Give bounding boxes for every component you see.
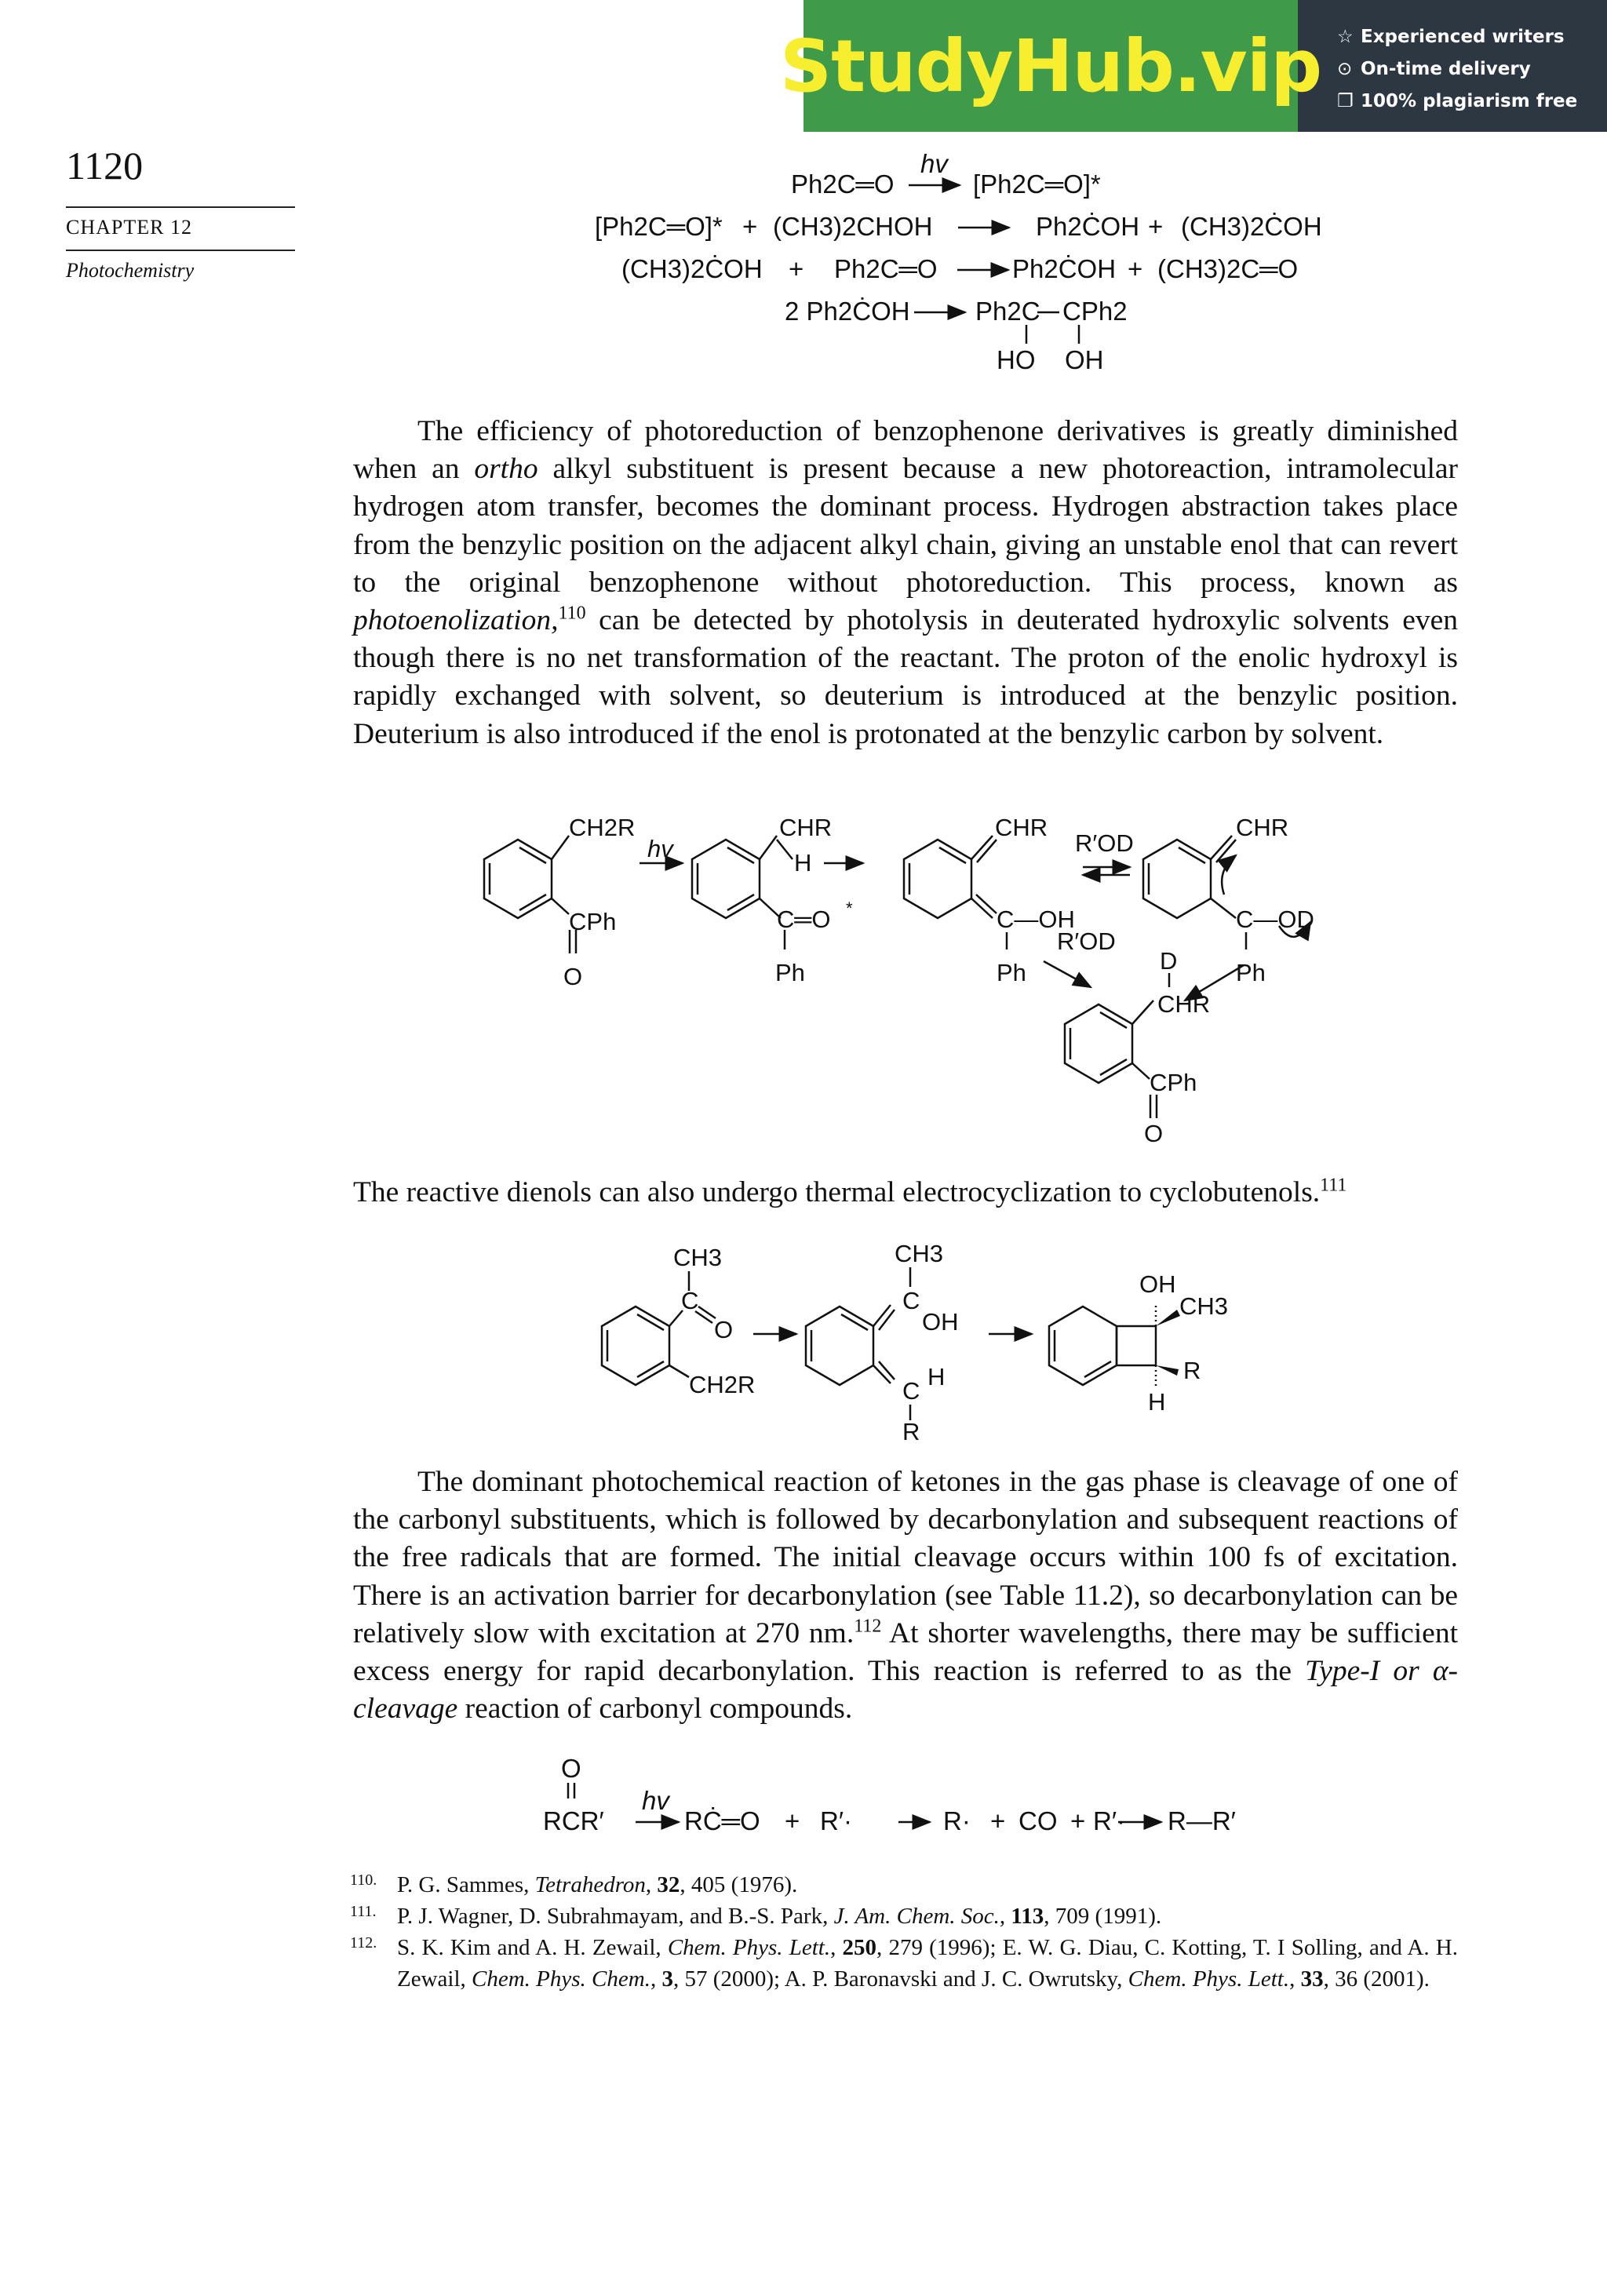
feature-writers (1337, 20, 1607, 53)
feature-label: On-time delivery (1361, 58, 1531, 79)
feature-label: 100% plagiarism free (1361, 90, 1578, 111)
eq3-product-1: Ph2ĊOH (1012, 254, 1117, 283)
text-span: , (650, 1966, 662, 1992)
volume: 250 (842, 1935, 877, 1960)
h-label: H (794, 849, 812, 876)
ch2r-label: CH2R (569, 814, 636, 841)
feature-delivery (1337, 53, 1607, 85)
c-label: C (902, 1377, 920, 1405)
text-span: P. G. Sammes, (397, 1872, 535, 1897)
text-span: , 709 (1991). (1044, 1904, 1162, 1929)
d-label: D (1160, 947, 1178, 975)
ketone-label: RCR′ (543, 1806, 604, 1835)
text-span: P. J. Wagner, D. Subrahmayam, and B.-S. Park, (397, 1904, 834, 1929)
paragraph-electrocyclization (353, 1174, 1458, 1212)
photoenolization-scheme (471, 808, 1334, 1146)
journal-name: Tetrahedron (534, 1872, 646, 1897)
rod-label: R′OD (1057, 928, 1116, 955)
reference-111[interactable]: 111 (1320, 1175, 1347, 1196)
oh-label: OH (1065, 345, 1104, 374)
volume: 3 (661, 1966, 673, 1992)
plus-sign: + (789, 254, 804, 283)
hv-label: hv (647, 835, 673, 862)
volume: 113 (1011, 1904, 1044, 1929)
term-photoenolization: photoenolization, (353, 604, 559, 637)
eq4-reactant: 2 Ph2ĊOH (785, 297, 910, 326)
enol-label: C—OH (997, 906, 1075, 933)
copy-icon: ❐ (1337, 90, 1354, 111)
margin-rule-middle (66, 250, 295, 251)
text-span: The reactive dienols can also undergo thermal electrocyclization to cyclobutenols. (353, 1176, 1321, 1208)
journal-name: Chem. Phys. Lett. (667, 1935, 831, 1960)
eq3-reactant: (CH3)2ĊOH (621, 254, 763, 283)
chr-label: CHR (779, 814, 833, 841)
eq3-product-2: (CH3)2C═O (1157, 254, 1299, 283)
c-label: C (902, 1287, 920, 1314)
ch2r-label: CH2R (689, 1371, 756, 1398)
h-label: H (1148, 1388, 1166, 1416)
feature-plagiarism (1337, 85, 1607, 117)
paragraph-type-i-cleavage (353, 1463, 1458, 1728)
ch3-label: CH3 (895, 1240, 944, 1267)
reference-110[interactable]: 110 (558, 603, 586, 624)
text-span: , (999, 1904, 1011, 1929)
page-number: 1120 (66, 144, 144, 188)
text-span: can be detected by photolysis in deuterated hydroxylic solvents even though there is no net transformation of the reactant. The proton of the enolic hydroxyl is rapidly exchanged with solvent, so deuterium is introduced at the benzylic position. Deuterium is also introduced if the enol is protonated at the benzylic carbon by solvent. (353, 604, 1458, 750)
journal-name: Chem. Phys. Chem. (472, 1966, 650, 1992)
o-label: O (1144, 1120, 1164, 1146)
benzene-ring (692, 840, 760, 918)
emphasis-ortho: ortho (474, 453, 538, 486)
text-span: , 279 (1996); E. W. G. Diau, C. Kotting, T. I Solling, and A. H. Zewail, (397, 1935, 1459, 1992)
plus-sign: + (1148, 212, 1164, 241)
oh-label: OH (922, 1308, 959, 1336)
footnote-110 (350, 1869, 1458, 1901)
text-span: , 57 (2000); A. P. Baronavski and J. C. Owrutsky, (672, 1966, 1128, 1992)
studyhub-logo[interactable] (779, 0, 1322, 132)
c-label: C (681, 1287, 699, 1314)
term-type-i-cleavage: Type-I or α-cleavage (353, 1655, 1458, 1726)
journal-name: J. Am. Chem. Soc. (833, 1904, 1000, 1929)
benzene-ring (602, 1307, 669, 1385)
text-span: The efficiency of photoreduction of benzophenone derivatives is greatly diminished when an (353, 415, 1458, 486)
acyl-radical-label: RĊ═O (684, 1806, 760, 1835)
o-label: O (561, 1754, 581, 1783)
photoreduction-scheme (581, 149, 1326, 384)
eq2-reagent: (CH3)2CHOH (773, 212, 933, 241)
electrocyclization-scheme (573, 1228, 1248, 1440)
plus-sign: + (785, 1806, 800, 1835)
alkyl-radical-label: R· (943, 1806, 971, 1835)
r-label: R (902, 1418, 920, 1440)
banner-features (1298, 0, 1607, 132)
benzene-ring (1049, 1307, 1117, 1385)
alkyl-radical-label: R′· (820, 1806, 853, 1835)
reference-112[interactable]: 112 (854, 1616, 882, 1637)
cyclohexadiene-ring (1143, 840, 1211, 918)
alkyl-radical-label: R′· (1093, 1806, 1126, 1835)
text-span: , 405 (1976). (680, 1872, 798, 1897)
text-span: At shorter wavelengths, there may be sufficient excess energy for rapid decarbonylation. This reaction is referred to as the (353, 1616, 1458, 1688)
clock-icon: ⊙ (1337, 58, 1353, 79)
h-label: H (927, 1363, 946, 1390)
eq3-reagent: Ph2C═O (834, 254, 938, 283)
plus-sign: + (1070, 1806, 1086, 1835)
cph-label: CPh (569, 908, 617, 935)
eq2-product-2: (CH3)2ĊOH (1181, 212, 1322, 241)
footnote-111 (350, 1901, 1458, 1932)
excited-star: * (846, 898, 853, 918)
plus-sign: + (990, 1806, 1006, 1835)
journal-name: Chem. Phys. Lett. (1128, 1966, 1290, 1992)
footnote-number: 112. (350, 1934, 377, 1952)
eq2-product-1: Ph2ĊOH (1036, 212, 1140, 241)
text-span: alkyl substituent is present because a new photoreaction, intramolecular hydrogen atom transfer, becomes the dominant process. Hydrogen abstraction takes place from the benzylic position on the adjacent alkyl chain, giving an unstable enol that can revert to the original benzophenone without photoreduction. This process, known as (353, 453, 1459, 599)
ph-label: Ph (997, 959, 1026, 986)
wedge-bond (1156, 1310, 1180, 1326)
plus-sign: + (1128, 254, 1143, 283)
alpha-cleavage-scheme (534, 1750, 1287, 1844)
section-label: Photochemistry (66, 259, 195, 282)
text-span: reaction of carbonyl compounds. (457, 1693, 853, 1726)
co-label: CO (1018, 1806, 1058, 1835)
text-span: , (1289, 1966, 1301, 1992)
o-label: O (563, 963, 583, 990)
ph-label: Ph (1236, 959, 1266, 986)
volume: 33 (1300, 1966, 1324, 1992)
cyclohexadiene-ring (904, 840, 971, 918)
chr-label: CHR (1236, 814, 1289, 841)
ch3-label: CH3 (673, 1244, 723, 1271)
text-span: , (830, 1935, 843, 1960)
hv-label: hv (642, 1786, 669, 1815)
text-span: , 36 (2001). (1323, 1966, 1430, 1992)
footnotes (350, 1869, 1458, 1995)
benzene-ring (484, 840, 552, 918)
enol-od-label: C—OD (1236, 906, 1314, 933)
ho-label: HO (997, 345, 1036, 374)
cyclobutene-ring (1117, 1326, 1156, 1365)
footnote-112 (350, 1932, 1458, 1995)
studyhub-banner[interactable] (779, 0, 1607, 132)
feature-label: Experienced writers (1361, 26, 1565, 47)
paragraph-photoenolization (353, 413, 1458, 753)
star-icon: ☆ (1337, 26, 1354, 47)
margin-rule-top (66, 206, 295, 208)
cyclohexadiene-ring (806, 1307, 873, 1385)
r-label: R (1183, 1357, 1201, 1384)
footnote-number: 110. (350, 1871, 377, 1889)
rod-label: R′OD (1075, 829, 1134, 857)
plus-sign: + (742, 212, 758, 241)
footnote-number: 111. (350, 1903, 377, 1920)
eq2-reactant: [Ph2C═O]* (595, 212, 723, 241)
chr-label: CHR (1157, 990, 1211, 1018)
logo-text: StudyHub.vip (779, 24, 1322, 108)
o-label: O (714, 1316, 734, 1343)
chapter-label: CHAPTER 12 (66, 216, 192, 239)
eq1-right: [Ph2C═O]* (973, 169, 1101, 199)
cph-label: CPh (1150, 1069, 1197, 1096)
carbonyl-label: C═O (777, 906, 831, 933)
ch3-label: CH3 (1179, 1292, 1229, 1320)
volume: 32 (657, 1872, 680, 1897)
oh-label: OH (1139, 1270, 1176, 1298)
wedge-bond (1156, 1365, 1179, 1376)
text-span: S. K. Kim and A. H. Zewail, (397, 1935, 668, 1960)
eq1-left: Ph2C═O (791, 169, 895, 199)
text-span: , (645, 1872, 658, 1897)
eq4-right-carbon: CPh2 (1062, 297, 1128, 326)
benzene-ring (1065, 1004, 1132, 1083)
ph-label: Ph (775, 959, 805, 986)
chr-label: CHR (995, 814, 1048, 841)
text-span: The dominant photochemical reaction of ketones in the gas phase is cleavage of one of the carbonyl substituents, which is followed by decarbonylation and subsequent reactions of the free radicals that are formed. The initial cleavage occurs within 100 fs of excitation. There is an activation barrier for decarbonylation (see Table 11.2), so decarbonylation can be relatively slow with excitation at 270 nm. (353, 1466, 1458, 1649)
eq4-left-carbon: Ph2C (975, 297, 1040, 326)
hv-label: hv (920, 149, 948, 178)
coupling-product-label: R—R′ (1168, 1806, 1236, 1835)
